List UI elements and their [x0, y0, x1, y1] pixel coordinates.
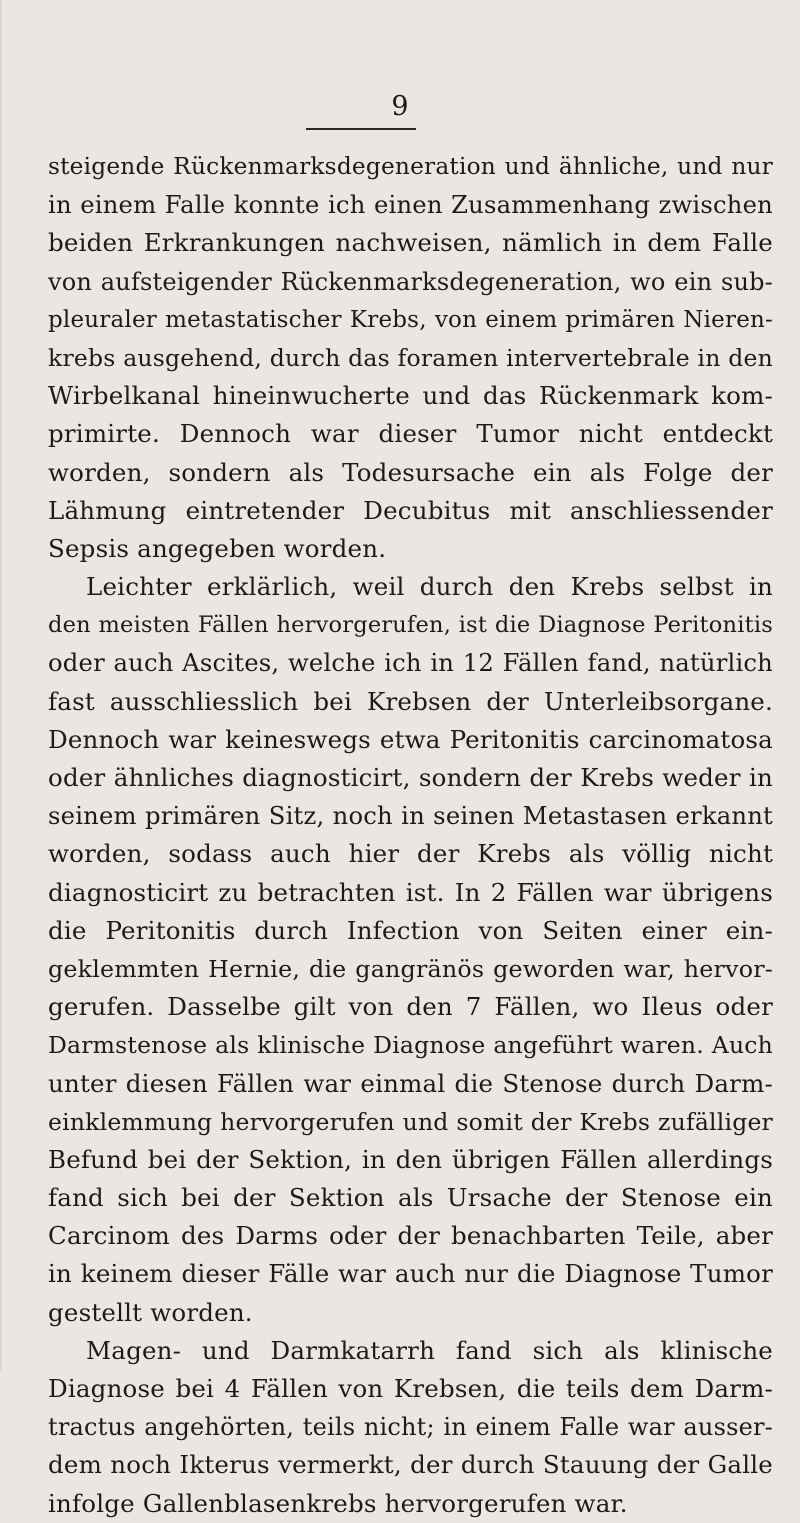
- page-edge: [0, 0, 2, 1371]
- text-line: fand sich bei der Sektion als Ursache der Stenose ein: [48, 1183, 773, 1213]
- text-line: geklemmten Hernie, die gangränös geworden war, hervor-: [48, 954, 773, 983]
- text-line: Leichter erklärlich, weil durch den Krebs selbst in: [86, 572, 773, 602]
- text-line: in keinem dieser Fälle war auch nur die Diagnose Tumor: [48, 1259, 773, 1289]
- page-number: 9: [391, 91, 409, 122]
- text-line: Magen- und Darmkatarrh fand sich als klinische: [86, 1335, 773, 1365]
- text-line: tractus angehörten, teils nicht; in einem Falle war ausser-: [48, 1413, 773, 1442]
- text-line: Diagnose bei 4 Fällen von Krebsen, die teils dem Darm-: [48, 1374, 773, 1403]
- text-line: Dennoch war keineswegs etwa Peritonitis carcinomatosa: [48, 724, 773, 754]
- text-line: Darmstenose als klinische Diagnose angeführt waren. Auch: [48, 1031, 773, 1060]
- text-line: dem noch Ikterus vermerkt, der durch Stauung der Galle: [48, 1450, 773, 1480]
- text-line: Lähmung eintretender Decubitus mit anschliessender: [48, 495, 773, 525]
- text-line: oder ähnliches diagnosticirt, sondern der Krebs weder in: [48, 763, 773, 792]
- text-line: infolge Gallenblasenkrebs hervorgerufen war.: [48, 1488, 628, 1518]
- text-line: seinem primären Sitz, noch in seinen Metastasen erkannt: [48, 801, 773, 831]
- text-line: von aufsteigender Rückenmarksdegeneration, wo ein sub-: [48, 267, 773, 296]
- text-line: beiden Erkrankungen nachweisen, nämlich in dem Falle: [48, 228, 773, 258]
- text-line: worden, sondern als Todesursache ein als Folge der: [48, 457, 773, 487]
- body-text: [48, 148, 773, 1523]
- text-line: gestellt worden.: [48, 1297, 253, 1327]
- text-line: unter diesen Fällen war einmal die Stenose durch Darm-: [48, 1068, 773, 1098]
- text-line: Sepsis angegeben worden.: [48, 533, 387, 563]
- text-line: Befund bei der Sektion, in den übrigen Fällen allerdings: [48, 1144, 773, 1174]
- text-line: steigende Rückenmarksdegeneration und ähnliche, und nur: [48, 153, 773, 180]
- text-line: oder auch Ascites, welche ich in 12 Fällen fand, natürlich: [48, 648, 773, 678]
- text-line: krebs ausgehend, durch das foramen intervertebrale in den: [48, 343, 773, 372]
- text-line: einklemmung hervorgerufen und somit der Krebs zufälliger: [48, 1107, 773, 1136]
- text-line: fast ausschliesslich bei Krebsen der Unterleibsorgane.: [48, 686, 773, 716]
- page-number-rule: [306, 128, 416, 130]
- text-line: die Peritonitis durch Infection von Seiten einer ein-: [48, 915, 773, 945]
- text-line: primirte. Dennoch war dieser Tumor nicht entdeckt: [48, 419, 773, 449]
- text-line: Carcinom des Darms oder der benachbarten Teile, aber: [48, 1221, 773, 1251]
- text-line: diagnosticirt zu betrachten ist. In 2 Fällen war übrigens: [48, 877, 773, 907]
- text-line: gerufen. Dasselbe gilt von den 7 Fällen, wo Ileus oder: [48, 992, 773, 1022]
- text-line: in einem Falle konnte ich einen Zusammenhang zwischen: [48, 190, 773, 220]
- text-line: Wirbelkanal hineinwucherte und das Rückenmark kom-: [48, 381, 773, 411]
- text-line: den meisten Fällen hervorgerufen, ist die Diagnose Peritonitis: [48, 612, 773, 639]
- text-line: pleuraler metastatischer Krebs, von einem primären Nieren-: [48, 306, 773, 333]
- text-line: worden, sodass auch hier der Krebs als völlig nicht: [48, 839, 773, 869]
